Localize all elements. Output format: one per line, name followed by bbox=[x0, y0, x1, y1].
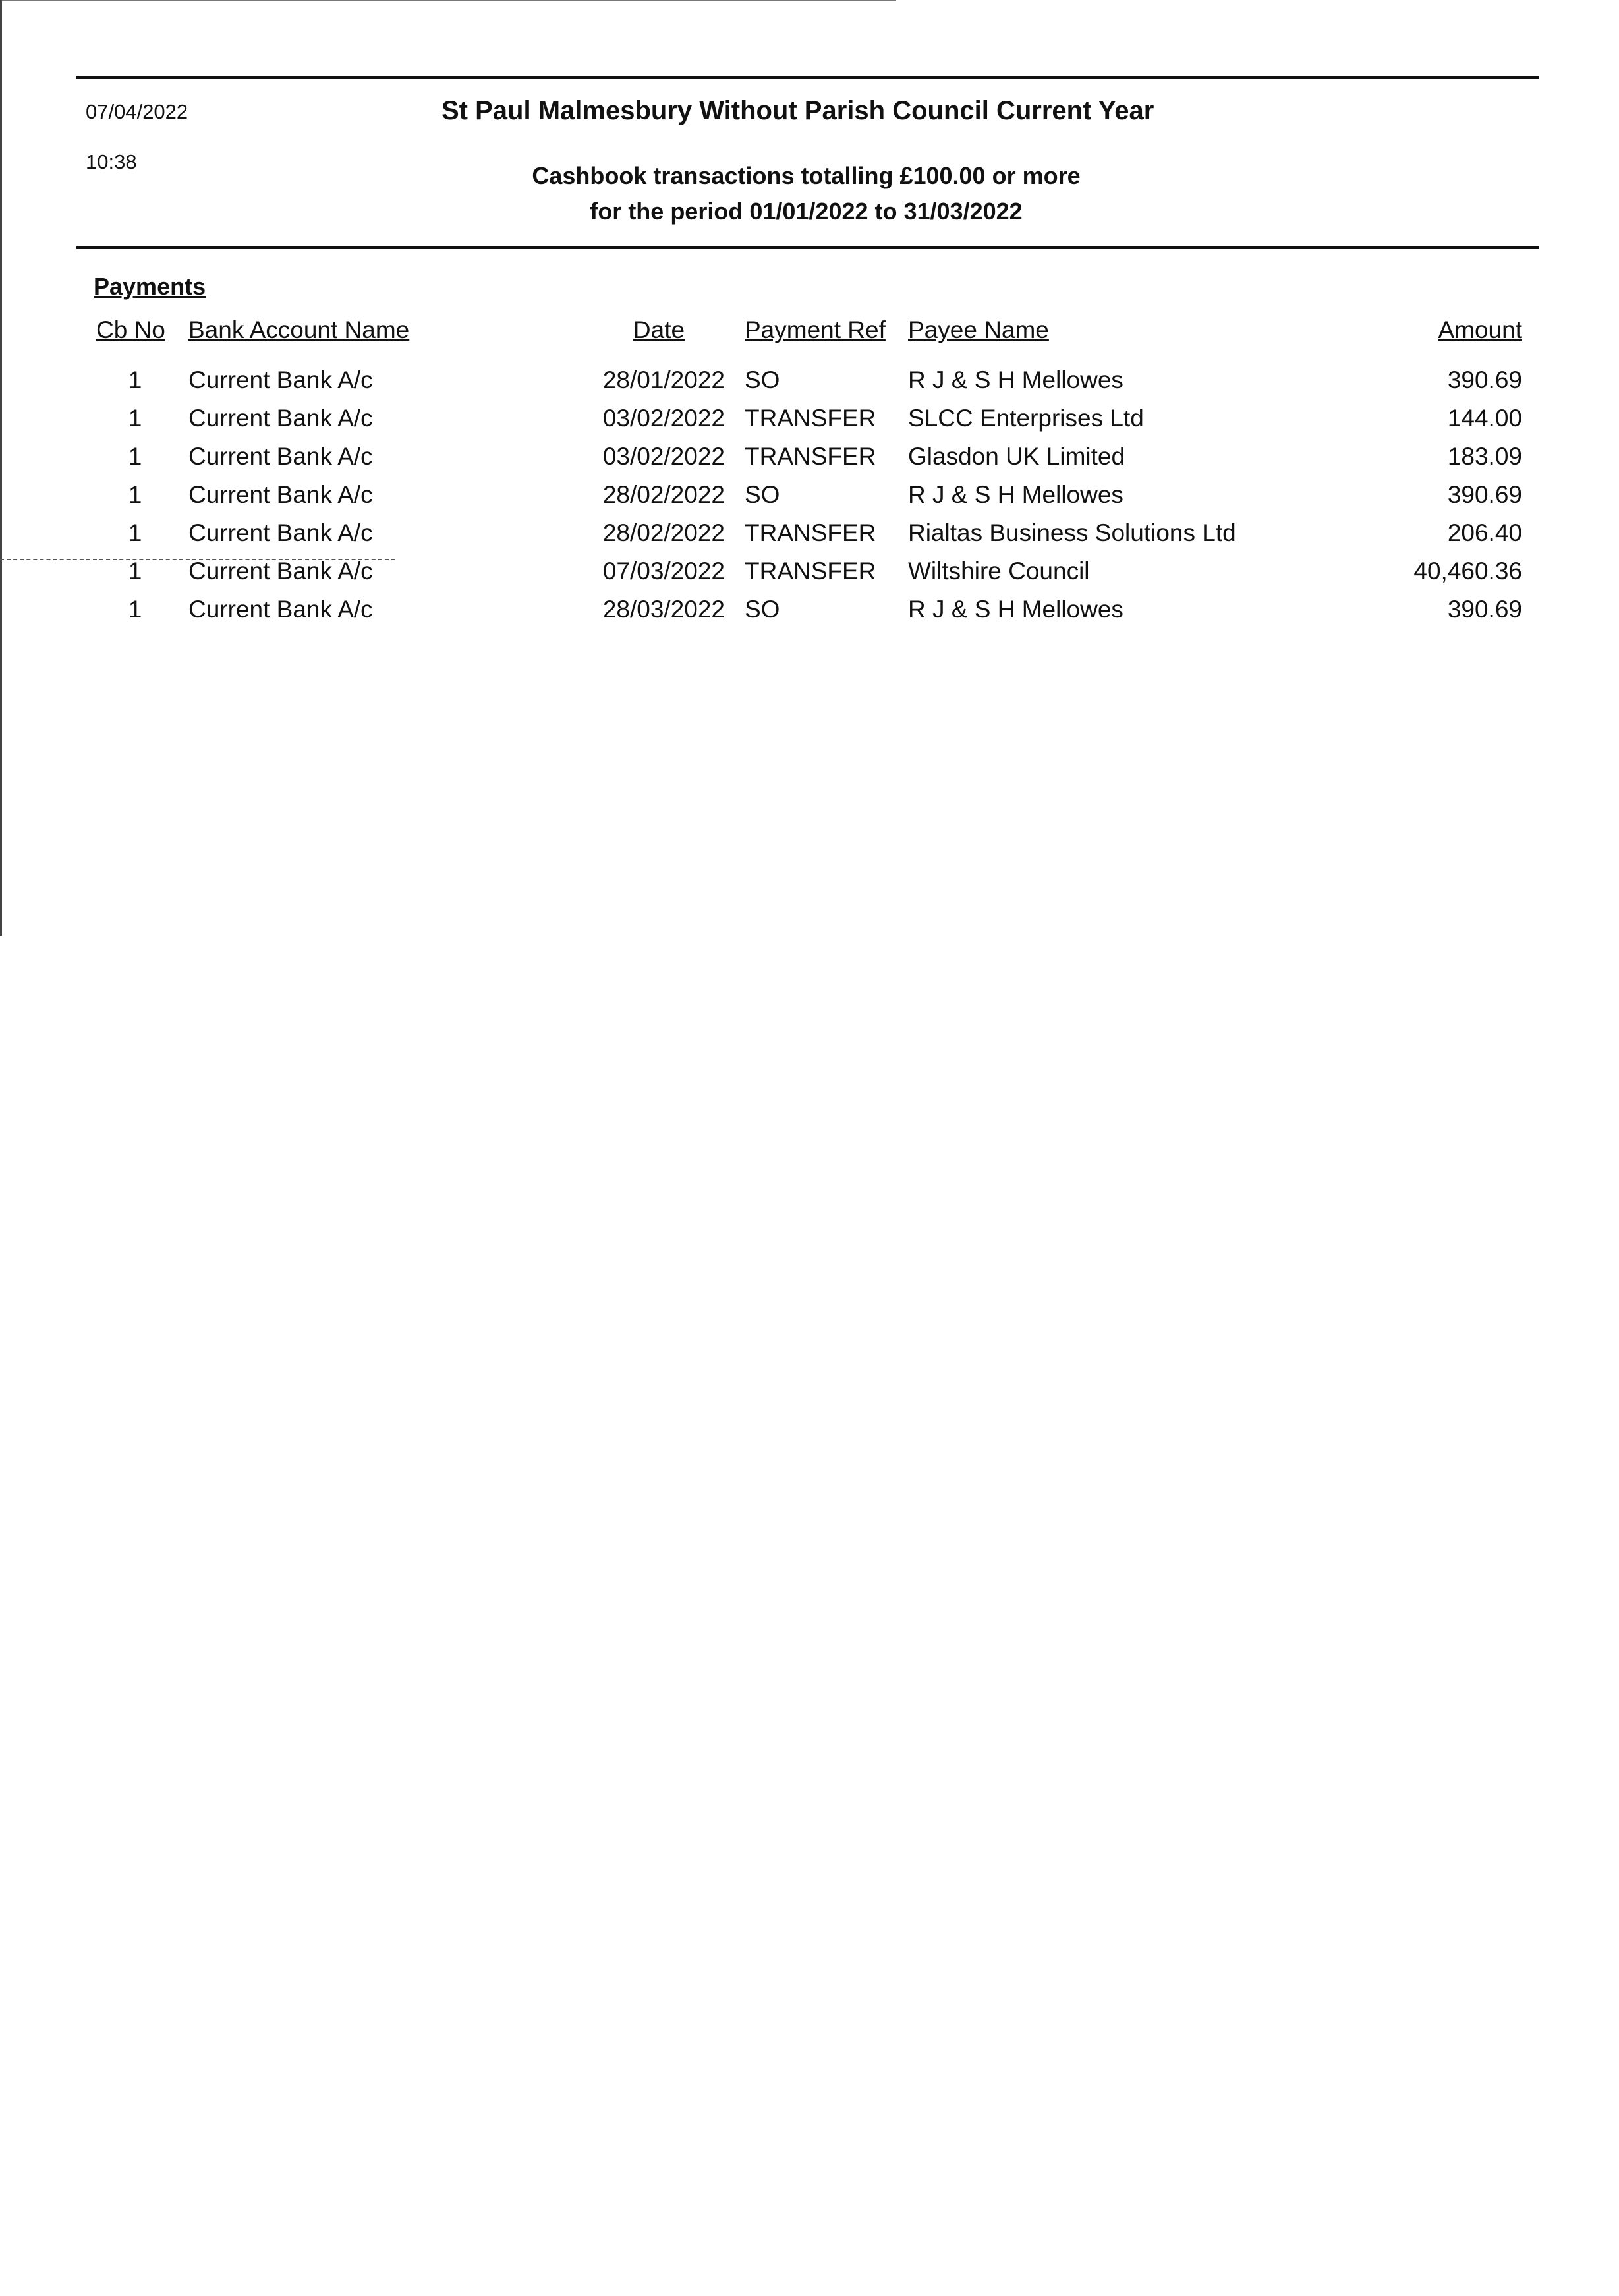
cell-bank-account: Current Bank A/c bbox=[188, 596, 373, 623]
cell-bank-account: Current Bank A/c bbox=[188, 481, 373, 508]
cell-amount: 144.00 bbox=[1447, 405, 1522, 432]
cell-bank-account: Current Bank A/c bbox=[188, 366, 373, 393]
header-rule-bottom bbox=[76, 246, 1539, 249]
cell-cb-no: 1 bbox=[128, 405, 142, 432]
cell-payment-ref: SO bbox=[745, 481, 780, 508]
cell-bank-account: Current Bank A/c bbox=[188, 519, 373, 546]
cell-date: 28/03/2022 bbox=[602, 596, 725, 623]
cell-amount: 206.40 bbox=[1447, 519, 1522, 546]
table-row bbox=[0, 558, 1619, 596]
cell-bank-account: Current Bank A/c bbox=[188, 443, 373, 470]
cell-payee-name: SLCC Enterprises Ltd bbox=[908, 405, 1144, 432]
cell-payment-ref: TRANSFER bbox=[745, 443, 876, 470]
cell-date: 28/01/2022 bbox=[602, 366, 725, 393]
report-subtitle: Cashbook transactions totalling £100.00 or more bbox=[532, 162, 1081, 189]
scan-edge-top bbox=[0, 0, 896, 1]
cell-date: 03/02/2022 bbox=[602, 443, 725, 470]
cell-payment-ref: TRANSFER bbox=[745, 519, 876, 546]
cell-amount: 390.69 bbox=[1447, 596, 1522, 623]
cell-cb-no: 1 bbox=[128, 443, 142, 470]
cell-payee-name: R J & S H Mellowes bbox=[908, 366, 1123, 393]
cell-cb-no: 1 bbox=[128, 481, 142, 508]
report-time: 10:38 bbox=[86, 150, 137, 173]
report-title: St Paul Malmesbury Without Parish Council Current Year bbox=[441, 96, 1154, 125]
cell-date: 07/03/2022 bbox=[602, 558, 725, 585]
column-header-date: Date bbox=[633, 316, 685, 343]
cell-date: 03/02/2022 bbox=[602, 405, 725, 432]
cell-cb-no: 1 bbox=[128, 519, 142, 546]
cell-payment-ref: SO bbox=[745, 366, 780, 393]
table-row bbox=[0, 405, 1619, 443]
column-header-amount: Amount bbox=[1438, 316, 1522, 343]
column-header-payee-name: Payee Name bbox=[908, 316, 1049, 343]
cell-payee-name: Wiltshire Council bbox=[908, 558, 1090, 585]
cell-payment-ref: TRANSFER bbox=[745, 558, 876, 585]
table-row bbox=[0, 519, 1619, 558]
cell-payee-name: Rialtas Business Solutions Ltd bbox=[908, 519, 1236, 546]
column-header-bank-account-name: Bank Account Name bbox=[188, 316, 410, 343]
cell-cb-no: 1 bbox=[128, 366, 142, 393]
cell-date: 28/02/2022 bbox=[602, 481, 725, 508]
report-date: 07/04/2022 bbox=[86, 100, 188, 123]
report-period: for the period 01/01/2022 to 31/03/2022 bbox=[590, 198, 1023, 225]
cell-amount: 183.09 bbox=[1447, 443, 1522, 470]
table-row bbox=[0, 596, 1619, 634]
table-row bbox=[0, 366, 1619, 405]
cell-payment-ref: SO bbox=[745, 596, 780, 623]
cell-payment-ref: TRANSFER bbox=[745, 405, 876, 432]
cell-amount: 40,460.36 bbox=[1413, 558, 1522, 585]
cell-bank-account: Current Bank A/c bbox=[188, 558, 373, 585]
cell-cb-no: 1 bbox=[128, 558, 142, 585]
cell-bank-account: Current Bank A/c bbox=[188, 405, 373, 432]
cell-amount: 390.69 bbox=[1447, 481, 1522, 508]
cell-payee-name: R J & S H Mellowes bbox=[908, 596, 1123, 623]
cell-cb-no: 1 bbox=[128, 596, 142, 623]
column-header-payment-ref: Payment Ref bbox=[745, 316, 886, 343]
cell-payee-name: Glasdon UK Limited bbox=[908, 443, 1125, 470]
cell-payee-name: R J & S H Mellowes bbox=[908, 481, 1123, 508]
table-row bbox=[0, 443, 1619, 481]
table-row bbox=[0, 481, 1619, 519]
section-title-payments: Payments bbox=[94, 273, 206, 300]
column-header-cb-no: Cb No bbox=[96, 316, 165, 343]
cell-amount: 390.69 bbox=[1447, 366, 1522, 393]
header-rule-top bbox=[76, 76, 1539, 79]
cell-date: 28/02/2022 bbox=[602, 519, 725, 546]
